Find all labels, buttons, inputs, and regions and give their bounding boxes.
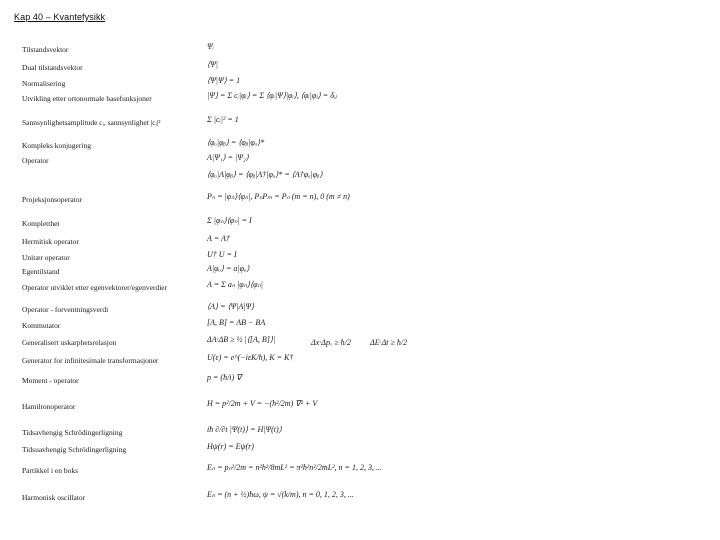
row-term: Kompleks konjugering [22, 141, 91, 150]
row-term: Kompletthet [22, 219, 60, 228]
row-formula: ⟨A⟩ = ⟨Ψ|A|Ψ⟩ [207, 302, 255, 311]
row-formula: H = p²/2m + V = −(ħ²/2m) ∇² + V [207, 399, 318, 408]
row-formula: A = A† [207, 234, 230, 243]
row-term: Operator - forventningsverdi [22, 305, 109, 314]
row-term: Dual tilstandsvektor [22, 63, 83, 72]
row-term: Normalisering [22, 79, 66, 88]
row-formula: Σ |cᵢ|² = 1 [207, 115, 239, 124]
row-term: Kommutator [22, 321, 61, 330]
page-title: Kap 40 – Kvantefysikk [14, 12, 106, 22]
row-formula: Eₙ = (n + ½)ħω, ψ = √(k/m), n = 0, 1, 2, 3, ... [207, 490, 354, 499]
row-formula: A|Ψ₁⟩ = |Ψ₂⟩ [207, 153, 249, 162]
row-term: Egentilstand [22, 267, 60, 276]
row-formula: ⟨Ψ| [207, 60, 218, 69]
row-formula: Eₙ = pₙ²/2m = n²h²/8mL² = π²ħ²n²/2mL², n = 1, 2, 3, ... [207, 463, 382, 472]
row-term: Unitær operator [22, 253, 70, 262]
row-formula: Pₙ = |φₙ⟩⟨φₙ|, PₙPₘ = Pₙ (m = n), 0 (m ≠ n) [207, 192, 350, 201]
row-formula: ⟨Ψ|Ψ⟩ = 1 [207, 76, 241, 85]
row-term: Operator [22, 156, 49, 165]
row-term: Tidsuavhengig Schrödingerligning [22, 445, 127, 454]
row-term: Projeksjonsoperator [22, 195, 82, 204]
row-term: Harmonisk oscillator [22, 493, 86, 502]
row-formula: ΔA·ΔB ≥ ½ |⟨[A, B]⟩| [207, 335, 276, 344]
row-term: Operator utviklet etter egenvektorer/egenverdier [22, 283, 168, 292]
row-formula: |Ψ⟩ = Σ cᵢ|φᵢ⟩ = Σ ⟨φᵢ|Ψ⟩|φᵢ⟩, ⟨φᵢ|φⱼ⟩ = δᵢⱼ [207, 91, 337, 100]
row-formula: A|φₐ⟩ = a|φₐ⟩ [207, 264, 250, 273]
row-formula: Σ |φₙ⟩⟨φₙ| = I [207, 216, 252, 225]
row-formula: iħ ∂/∂t |Ψ(t)⟩ = H|Ψ(t)⟩ [207, 425, 282, 434]
row-formula: U(ε) = e^(−iεK/ħ), K = K† [207, 353, 294, 362]
row-term: Tilstandsvektor [22, 45, 69, 54]
row-formula: p = (ħ/i) ∇ [207, 373, 242, 382]
row-formula: Ψᵢ [207, 42, 214, 51]
row-formula: A = Σ aₙ |φₙ⟩⟨φₙ| [207, 280, 263, 289]
row-term: Partikkel i en boks [22, 466, 79, 475]
uncertainty-energy-time: ΔE·Δt ≥ ħ/2 [370, 338, 408, 347]
row-formula: U† U = I [207, 250, 237, 259]
row-term: Moment - operator [22, 376, 79, 385]
row-term: Generator for infinitesimale transformasjoner [22, 356, 159, 365]
row-term: Utvikling etter ortonormale basefunksjoner [22, 94, 152, 103]
row-term: Generalisert uskarphetsrelasjon [22, 338, 117, 347]
row-term: Hamiltonoperator [22, 402, 76, 411]
row-formula: [A, B] = AB − BA [207, 318, 266, 327]
row-formula: ⟨φₐ|φᵦ⟩ = ⟨φᵦ|φₐ⟩* [207, 138, 265, 147]
uncertainty-position-momentum: Δx·Δpₓ ≥ ħ/2 [311, 338, 351, 347]
row-formula: Hψ(r) = Eψ(r) [207, 442, 254, 451]
row-formula: ⟨φₐ|A|φᵦ⟩ = ⟨φᵦ|A†|φₐ⟩* = ⟨A†φₐ|φᵦ⟩ [207, 170, 323, 179]
row-term: Tidsavhengig Schrödingerligning [22, 428, 123, 437]
row-term: Sannsynlighetsamplitude cᵢ, sannsynlighet |cᵢ|² [22, 118, 161, 127]
row-term: Hermitisk operator [22, 237, 79, 246]
